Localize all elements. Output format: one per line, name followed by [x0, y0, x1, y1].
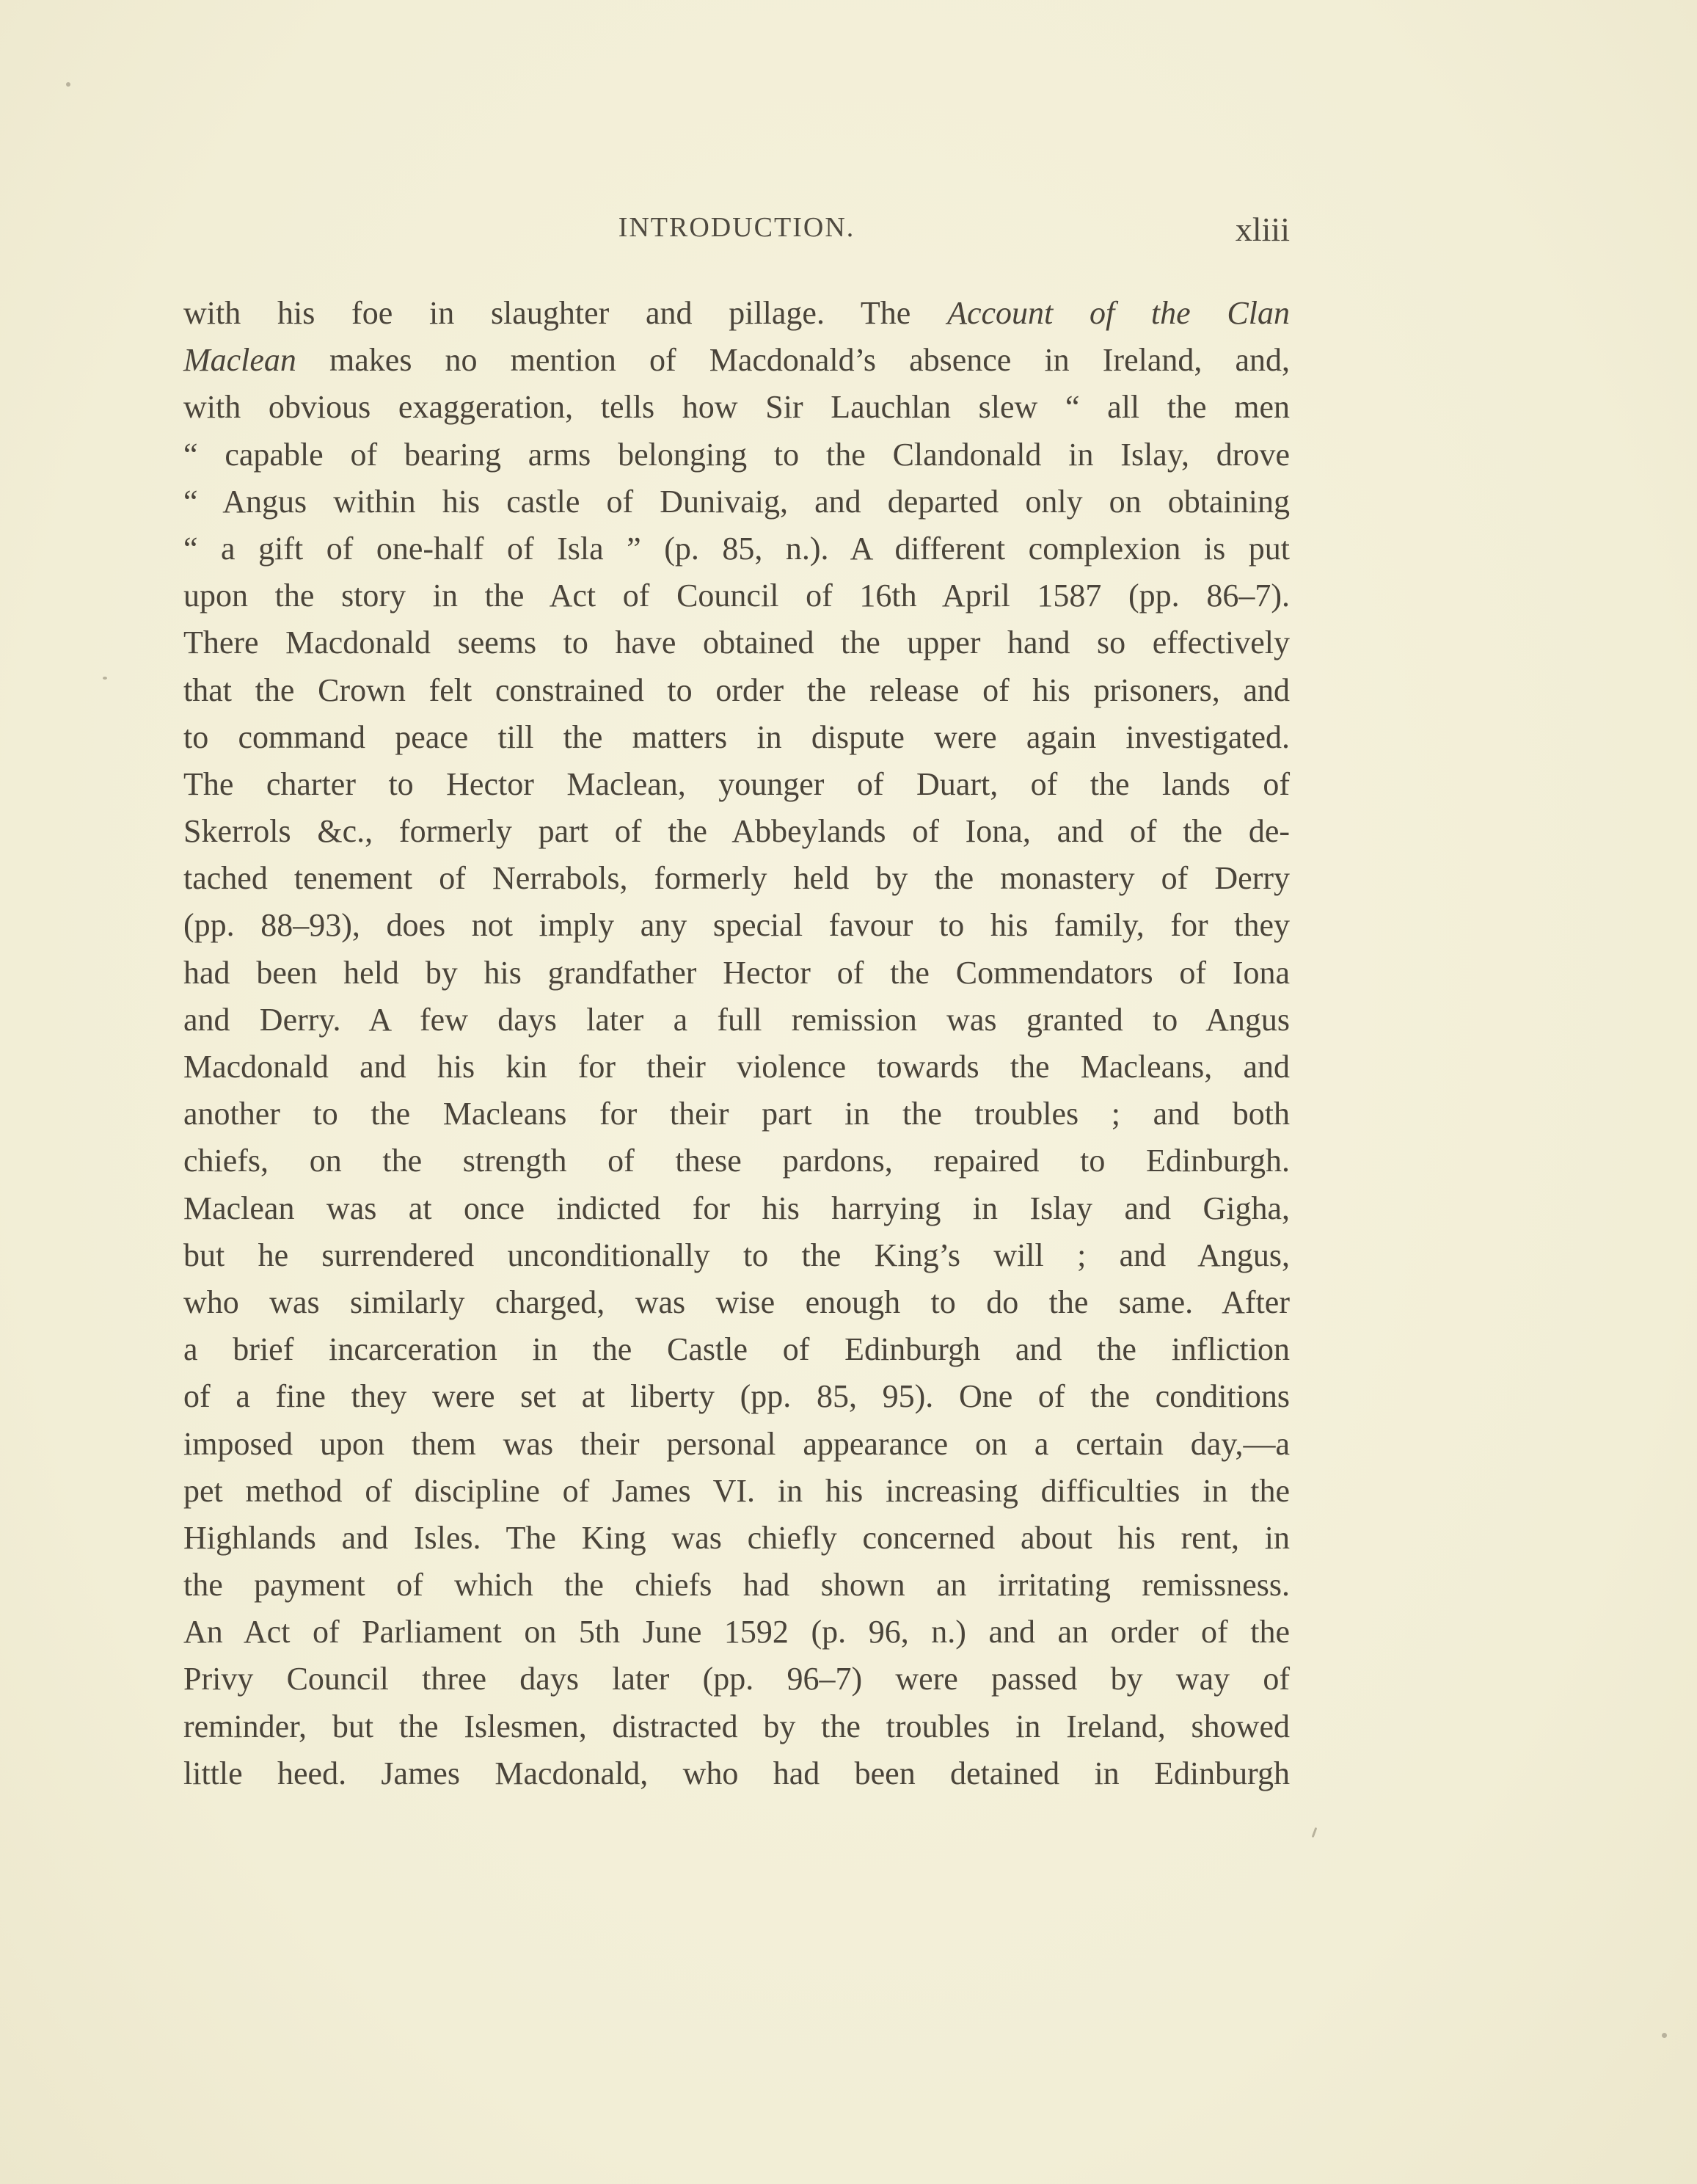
paper-speck	[1662, 2033, 1667, 2038]
text-line	[183, 337, 1290, 384]
text-line	[183, 1279, 1290, 1326]
text-line	[183, 1326, 1290, 1373]
text-segment: with obvious exaggeration, tells how Sir Lauchlan slew “ all the men	[183, 389, 1290, 426]
text-line	[183, 1609, 1290, 1656]
text-line	[183, 619, 1290, 666]
text-segment: upon the story in the Act of Council of 16th April 1587 (pp. 86–7).	[183, 578, 1290, 614]
text-segment: but he surrendered unconditionally to the King’s will ; and Angus,	[183, 1237, 1290, 1273]
text-segment: Maclean was at once indicted for his harrying in Islay and Gigha,	[183, 1190, 1290, 1226]
text-segment: imposed upon them was their personal appearance on a certain day,—a	[183, 1425, 1290, 1462]
text-line	[183, 1232, 1290, 1279]
page-header	[183, 211, 1290, 255]
text-segment: with his foe in slaughter and pillage. The	[183, 295, 948, 331]
text-segment: “ a gift of one-half of Isla ” (p. 85, n.). A different complexion is put	[183, 530, 1290, 567]
text-segment: chiefs, on the strength of these pardons, repaired to Edinburgh.	[183, 1143, 1290, 1179]
text-line	[183, 997, 1290, 1044]
text-line	[183, 855, 1290, 902]
text-line	[183, 1750, 1290, 1797]
text-segment: There Macdonald seems to have obtained the upper hand so effectively	[183, 625, 1290, 661]
text-segment: of a fine they were set at liberty (pp. 85, 95). One of the conditions	[183, 1378, 1290, 1415]
text-segment: The charter to Hector Maclean, younger of Duart, of the lands of	[183, 765, 1290, 802]
text-segment: Privy Council three days later (pp. 96–7) were passed by way of	[183, 1661, 1290, 1697]
text-line	[183, 1373, 1290, 1420]
running-title: INTRODUCTION.	[618, 212, 855, 243]
text-segment: reminder, but the Islesmen, distracted by the troubles in Ireland, showed	[183, 1708, 1290, 1744]
text-segment: that the Crown felt constrained to order the release of his prisoners, and	[183, 671, 1290, 708]
text-segment: “ capable of bearing arms belonging to the Clandonald in Islay, drove	[183, 436, 1290, 473]
text-segment: who was similarly charged, was wise enough to do the same. After	[183, 1284, 1290, 1320]
text-segment: to command peace till the matters in dispute were again investigated.	[183, 718, 1290, 755]
text-segment: Skerrols &c., formerly part of the Abbeylands of Iona, and of the de-	[183, 813, 1290, 850]
text-segment: (pp. 88–93), does not imply any special favour to his family, for they	[183, 907, 1290, 944]
text-segment: “ Angus within his castle of Dunivaig, and departed only on obtaining	[183, 483, 1290, 520]
text-line	[183, 950, 1290, 997]
paper-speck	[66, 82, 70, 87]
text-line	[183, 902, 1290, 949]
text-segment: a brief incarceration in the Castle of Edinburgh and the infliction	[183, 1331, 1290, 1368]
text-segment: the payment of which the chiefs had shown an irritating remissness.	[183, 1567, 1290, 1604]
text-segment: another to the Macleans for their part in the troubles ; and both	[183, 1096, 1290, 1132]
text-line	[183, 1091, 1290, 1138]
text-line	[183, 1656, 1290, 1703]
text-line	[183, 1421, 1290, 1468]
text-segment: and Derry. A few days later a full remission was granted to Angus	[183, 1001, 1290, 1038]
paper-speck	[103, 677, 107, 680]
text-line	[183, 290, 1290, 337]
body-text	[183, 290, 1290, 1797]
text-line	[183, 384, 1290, 431]
paper-speck	[1312, 1827, 1318, 1838]
italic-text-segment: Maclean	[183, 342, 296, 379]
text-segment: had been held by his grandfather Hector of the Commendators of Iona	[183, 954, 1290, 991]
text-line	[183, 432, 1290, 478]
text-line	[183, 478, 1290, 525]
text-line	[183, 525, 1290, 572]
text-segment: little heed. James Macdonald, who had been detained in Edinburgh	[183, 1755, 1290, 1791]
text-segment: An Act of Parliament on 5th June 1592 (p. 96, n.) and an order of the	[183, 1614, 1290, 1650]
page-number: xliii	[1235, 211, 1290, 248]
text-line	[183, 1468, 1290, 1515]
text-segment: Macdonald and his kin for their violence towards the Macleans, and	[183, 1049, 1290, 1085]
text-line	[183, 1138, 1290, 1184]
text-segment: tached tenement of Nerrabols, formerly held by the monastery of Derry	[183, 860, 1290, 897]
text-line	[183, 1562, 1290, 1609]
text-line	[183, 1185, 1290, 1232]
text-line	[183, 572, 1290, 619]
text-line	[183, 808, 1290, 855]
text-segment: Highlands and Isles. The King was chiefly concerned about his rent, in	[183, 1519, 1290, 1556]
text-line	[183, 1515, 1290, 1562]
text-line	[183, 1703, 1290, 1750]
italic-text-segment: Account of the Clan	[947, 295, 1290, 331]
text-segment: pet method of discipline of James VI. in his increasing difficulties in the	[183, 1472, 1290, 1509]
text-line	[183, 761, 1290, 808]
text-line	[183, 1044, 1290, 1091]
text-segment: makes no mention of Macdonald’s absence in Ireland, and,	[296, 342, 1290, 379]
text-line	[183, 667, 1290, 714]
text-line	[183, 714, 1290, 761]
